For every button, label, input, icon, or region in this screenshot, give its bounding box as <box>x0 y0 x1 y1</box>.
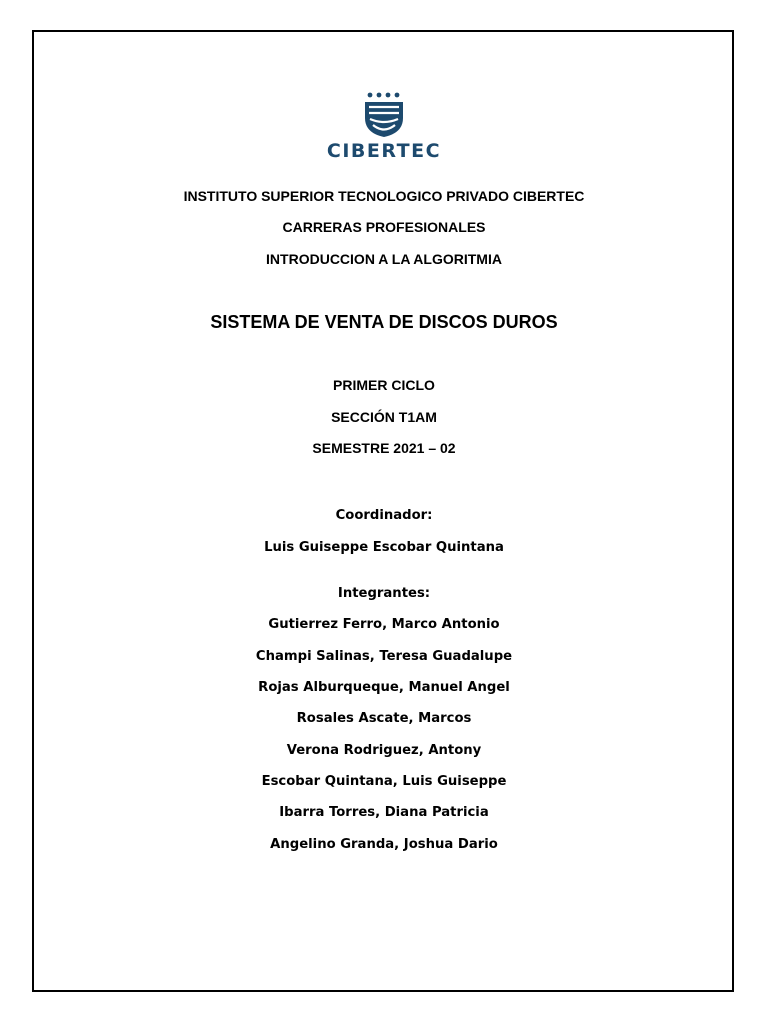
member-name: Escobar Quintana, Luis Guiseppe <box>261 774 507 789</box>
member-name: Champi Salinas, Teresa Guadalupe <box>255 649 513 664</box>
logo-wordmark: CIBERTEC <box>326 140 442 162</box>
shield-icon <box>318 88 450 140</box>
member-name: Ibarra Torres, Diana Patricia <box>279 805 489 820</box>
coordinator-name: Luis Guiseppe Escobar Quintana <box>264 540 504 555</box>
members-heading: Integrantes: <box>337 586 431 601</box>
cibertec-logo <box>318 88 450 164</box>
coordinator-heading: Coordinador: <box>335 508 433 523</box>
member-name: Rosales Ascate, Marcos <box>296 711 472 726</box>
member-name: Rojas Alburqueque, Manuel Angel <box>258 680 510 695</box>
cycle-label: PRIMER CICLO <box>333 377 435 393</box>
institute-name: INSTITUTO SUPERIOR TECNOLOGICO PRIVADO CIBERTEC <box>183 188 585 204</box>
member-name: Angelino Granda, Joshua Dario <box>270 837 498 852</box>
department-name: CARRERAS PROFESIONALES <box>282 219 486 235</box>
course-name: INTRODUCCION A LA ALGORITMIA <box>266 251 502 267</box>
member-name: Verona Rodriguez, Antony <box>286 743 482 758</box>
member-name: Gutierrez Ferro, Marco Antonio <box>268 617 500 632</box>
section-label: SECCIÓN T1AM <box>331 409 437 425</box>
semester-label: SEMESTRE 2021 – 02 <box>312 440 456 456</box>
document-title: SISTEMA DE VENTA DE DISCOS DUROS <box>210 312 558 332</box>
